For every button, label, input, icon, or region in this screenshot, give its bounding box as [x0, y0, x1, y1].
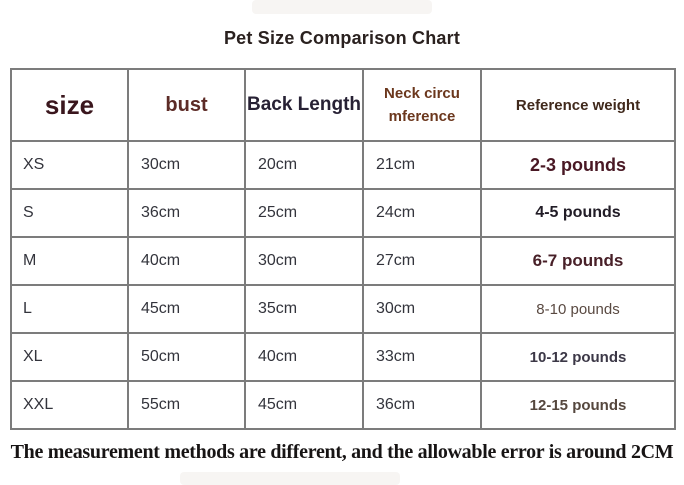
cell-reference-weight: 2-3 pounds: [481, 141, 675, 189]
cell-neck: 33cm: [363, 333, 481, 381]
cell-back-length: 40cm: [245, 333, 363, 381]
cell-bust: 50cm: [128, 333, 245, 381]
watermark-smudge-bottom: [180, 472, 400, 485]
cell-reference-weight: 6-7 pounds: [481, 237, 675, 285]
table-row-m: [11, 237, 675, 285]
cell-reference-weight: 12-15 pounds: [481, 381, 675, 429]
cell-size: S: [11, 189, 128, 237]
measurement-note: The measurement methods are different, and the allowable error is around 2CM: [10, 441, 674, 463]
column-header-bust: bust: [128, 69, 245, 141]
cell-reference-weight: 10-12 pounds: [481, 333, 675, 381]
header-row: [11, 69, 675, 141]
table-row-xs: [11, 141, 675, 189]
table-row-l: [11, 285, 675, 333]
cell-neck: 27cm: [363, 237, 481, 285]
cell-neck: 24cm: [363, 189, 481, 237]
cell-size: XS: [11, 141, 128, 189]
cell-bust: 30cm: [128, 141, 245, 189]
cell-back-length: 25cm: [245, 189, 363, 237]
cell-size: XL: [11, 333, 128, 381]
cell-bust: 36cm: [128, 189, 245, 237]
column-header-back-length: Back Length: [245, 69, 363, 141]
cell-back-length: 45cm: [245, 381, 363, 429]
column-header-reference-weight: Reference weight: [481, 69, 675, 141]
cell-neck: 21cm: [363, 141, 481, 189]
cell-size: M: [11, 237, 128, 285]
watermark-smudge-top: [252, 0, 432, 14]
neck-header-line-1: Neck circu: [384, 84, 460, 102]
cell-back-length: 35cm: [245, 285, 363, 333]
cell-size: L: [11, 285, 128, 333]
table-row-xxl: [11, 381, 675, 429]
cell-neck: 36cm: [363, 381, 481, 429]
cell-reference-weight: 4-5 pounds: [481, 189, 675, 237]
cell-back-length: 20cm: [245, 141, 363, 189]
column-header-neck-circumference: [363, 69, 481, 141]
table-header: [11, 69, 675, 141]
table-row-s: [11, 189, 675, 237]
table-body: [11, 141, 675, 429]
cell-bust: 40cm: [128, 237, 245, 285]
column-header-size: size: [11, 69, 128, 141]
page-title: Pet Size Comparison Chart: [223, 28, 461, 48]
neck-header-line-2: mference: [388, 108, 456, 125]
cell-size: XXL: [11, 381, 128, 429]
cell-bust: 45cm: [128, 285, 245, 333]
cell-neck: 30cm: [363, 285, 481, 333]
size-comparison-table: [10, 68, 676, 430]
cell-reference-weight: 8-10 pounds: [481, 285, 675, 333]
table-row-xl: [11, 333, 675, 381]
cell-bust: 55cm: [128, 381, 245, 429]
cell-back-length: 30cm: [245, 237, 363, 285]
